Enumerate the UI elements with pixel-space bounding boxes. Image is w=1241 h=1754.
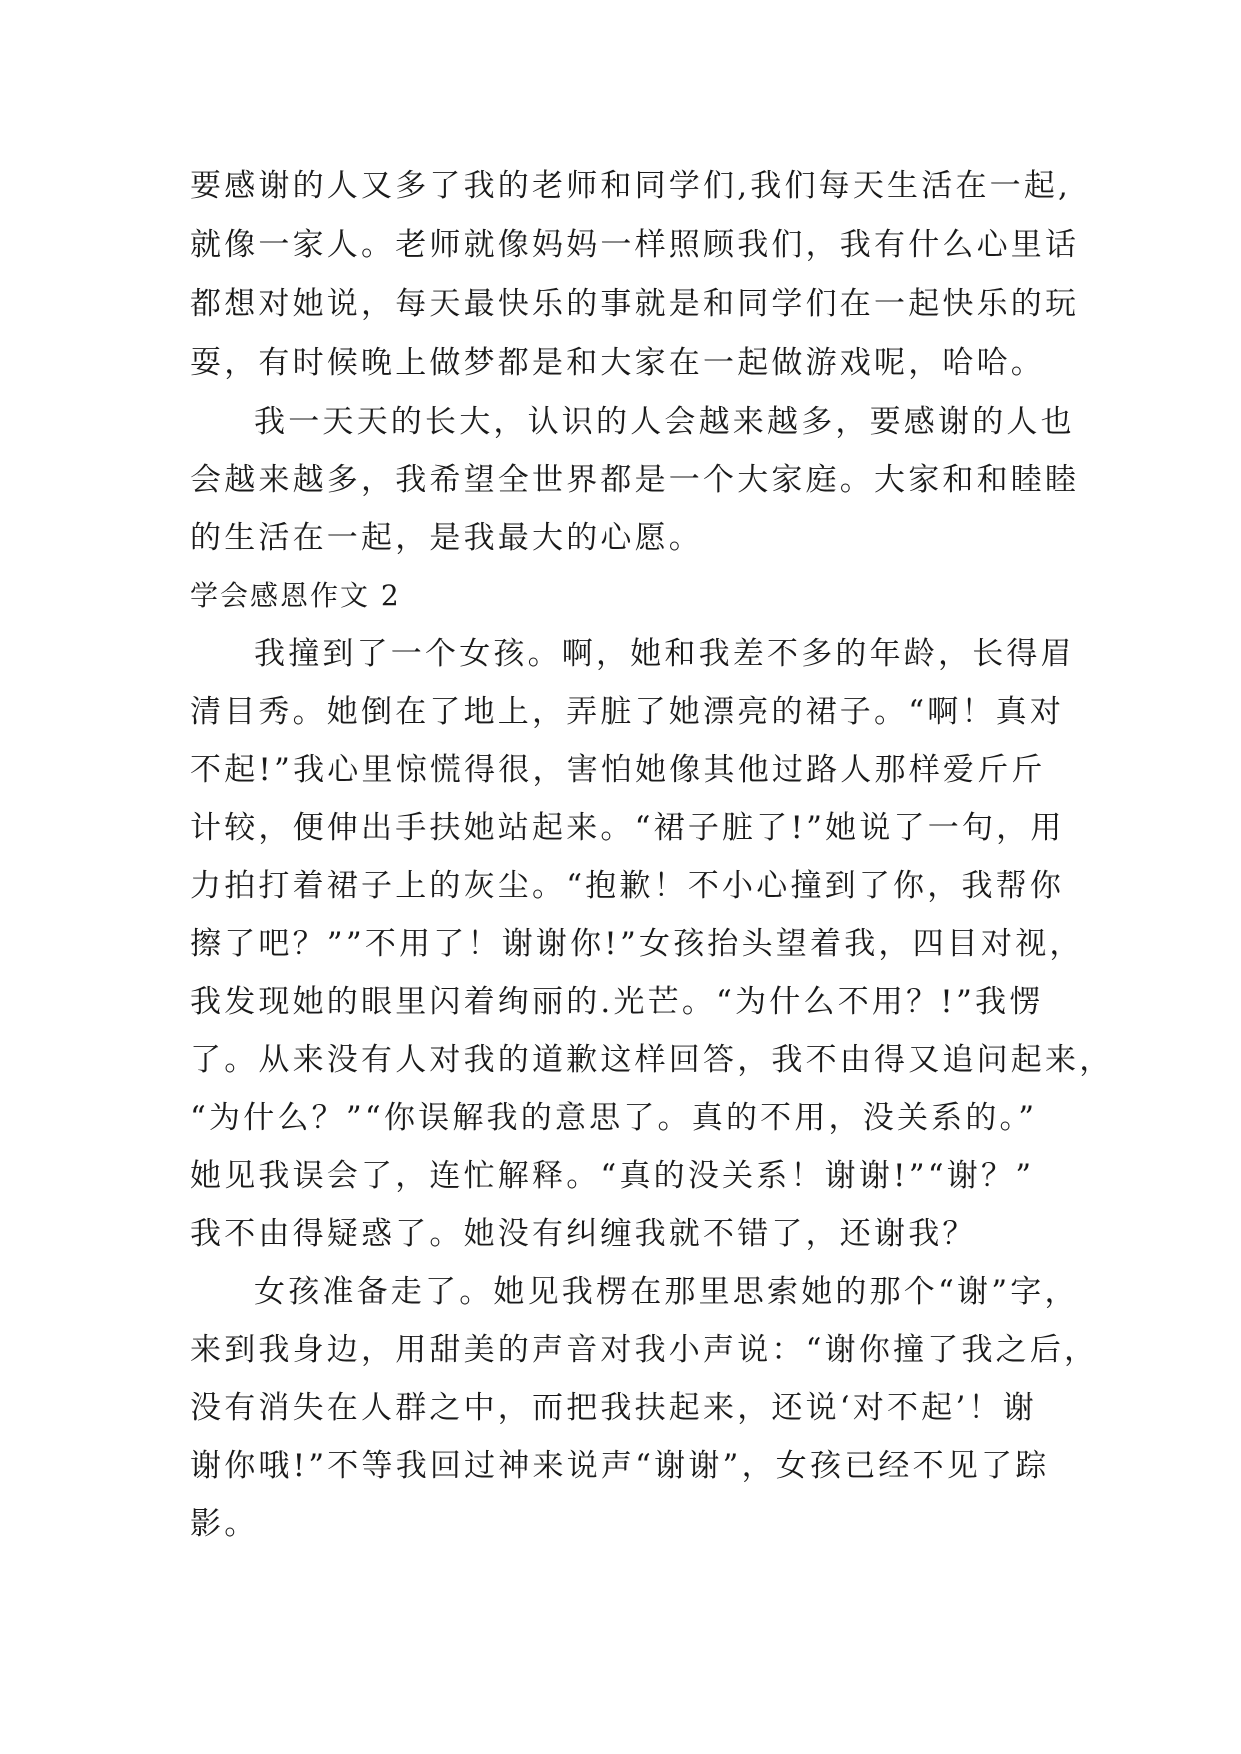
paragraph-1-line-2: 就像一家人。老师就像妈妈一样照顾我们，我有什么心里话	[190, 227, 1080, 263]
paragraph-3-line-3: 不起!”我心里惊慌得很，害怕她像其他过路人那样爱斤斤	[190, 752, 1046, 788]
paragraph-2-line-3: 的生活在一起，是我最大的心愿。	[190, 520, 703, 556]
paragraph-3-line-4: 计较，便伸出手扶她站起来。“裙子脏了!”她说了一句，用	[190, 810, 1065, 846]
paragraph-2-line-2: 会越来越多，我希望全世界都是一个大家庭。大家和和睦睦	[190, 462, 1080, 498]
paragraph-4-line-2: 来到我身边，用甜美的声音对我小声说：“谢你撞了我之后，	[190, 1332, 1099, 1368]
paragraph-4-line-3: 没有消失在人群之中，而把我扶起来，还说‘对不起’！谢	[190, 1390, 1037, 1426]
paragraph-2-line-1: 我一天天的长大，认识的人会越来越多，要感谢的人也	[254, 404, 1075, 440]
paragraph-3-line-2: 清目秀。她倒在了地上，弄脏了她漂亮的裙子。“啊！真对	[190, 694, 1065, 730]
paragraph-1-line-1: 要感谢的人又多了我的老师和同学们,我们每天生活在一起,	[190, 168, 1072, 204]
section-heading: 学会感恩作文 2	[190, 579, 401, 612]
paragraph-3-line-8: 了。从来没有人对我的道歉这样回答，我不由得又追问起来，	[190, 1042, 1114, 1078]
paragraph-4-line-5: 影。	[190, 1506, 259, 1542]
paragraph-1-line-3: 都想对她说，每天最快乐的事就是和同学们在一起快乐的玩	[190, 286, 1080, 322]
paragraph-3-line-11: 我不由得疑惑了。她没有纠缠我就不错了，还谢我？	[190, 1216, 977, 1252]
paragraph-3-line-7: 我发现她的眼里闪着绚丽的.光芒。“为什么不用？!”我愣	[190, 984, 1044, 1020]
paragraph-4-line-4: 谢你哦!”不等我回过神来说声“谢谢”，女孩已经不见了踪	[190, 1448, 1050, 1484]
paragraph-4-line-1: 女孩准备走了。她见我楞在那里思索她的那个“谢”字，	[254, 1274, 1079, 1310]
paragraph-3-line-5: 力拍打着裙子上的灰尘。“抱歉！不小心撞到了你，我帮你	[190, 868, 1065, 904]
paragraph-1-line-4: 耍，有时候晚上做梦都是和大家在一起做游戏呢，哈哈。	[190, 345, 1045, 381]
paragraph-3-line-1: 我撞到了一个女孩。啊，她和我差不多的年龄，长得眉	[254, 636, 1075, 672]
paragraph-3-line-9: “为什么？”“你误解我的意思了。真的不用，没关系的。”	[190, 1100, 1038, 1136]
paragraph-3-line-10: 她见我误会了，连忙解释。“真的没关系！谢谢!”“谢？”	[190, 1158, 1035, 1194]
paragraph-3-line-6: 擦了吧？””不用了！谢谢你!”女孩抬头望着我，四目对视，	[190, 926, 1084, 962]
